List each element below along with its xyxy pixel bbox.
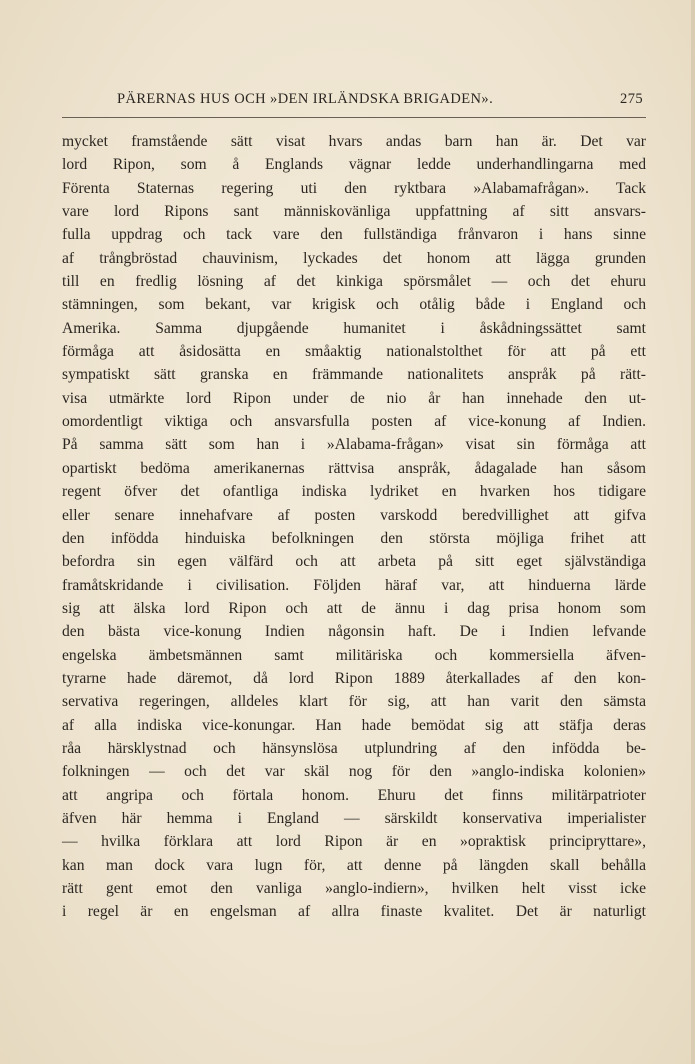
text-line: fulla uppdrag och tack vare den fullständiga frånvaron i hans sinne [62,226,646,244]
text-line: lord Ripon, som å Englands vägnar ledde underhandlingarna med [62,156,646,174]
running-title: PÄRERNAS HUS OCH »DEN IRLÄNDSKA BRIGADEN». [117,91,494,107]
text-line: vare lord Ripons sant människovänliga uppfattning af sitt ansvars- [62,203,646,221]
text-line: På samma sätt som han i »Alabama-frågan» visat sin förmåga att [62,436,646,454]
text-line: rätt gent emot den vanliga »anglo-indiern», hvilken helt visst icke [62,880,646,897]
text-line: kan man dock vara lugn för, att denne på längden skall behålla [62,856,646,874]
text-line: äfven här hemma i England — särskildt konservativa imperialister [62,809,646,827]
text-line: regent öfver det ofantliga indiska lydriket en hvarken hos tidigare [62,483,646,501]
text-line: sympatiskt sätt granska en främmande nationalitets anspråk på rätt- [62,366,646,384]
text-line: mycket framstående sätt visat hvars andas barn han är. Det var [62,133,646,150]
text-line: omordentligt viktiga och ansvarsfulla posten af vice-konung af Indien. [62,413,646,431]
text-line: af trångbröstad chauvinism, lyckades det honom att lägga grunden [62,249,646,267]
text-line: opartiskt bedöma amerikanernas rättvisa anspråk, ådagalade han såsom [62,459,646,477]
text-line: tyrarne hade däremot, då lord Ripon 1889 återkallades af den kon- [62,669,646,687]
text-line: servativa regeringen, alldeles klart för sig, att han varit den sämsta [62,693,646,711]
text-line: råa härsklystnad och hänsynslösa utplundring af den infödda be- [62,739,646,757]
text-line: Amerika. Samma djupgående humanitet i åskådningssättet samt [62,319,646,337]
text-line: engelska ämbetsmännen samt militäriska och kommersiella äfven- [62,646,646,664]
text-line: folkningen — och det var skäl nog för den »anglo-indiska kolonien» [62,763,646,781]
text-line: sig att älska lord Ripon och att de ännu i dag prisa honom som [62,599,646,617]
text-line: Förenta Staternas regering uti den ryktbara »Alabamafrågan». Tack [62,179,646,197]
text-line: den bästa vice-konung Indien någonsin haft. De i Indien lefvande [62,623,646,641]
text-line: den infödda hinduiska befolkningen den största möjliga frihet att [62,529,646,547]
text-line: framåtskridande i civilisation. Följden häraf var, att hinduerna lärde [62,576,646,594]
text-line: eller senare innehafvare af posten varskodd beredvillighet att gifva [62,506,646,524]
header-rule [62,117,646,118]
body-text [62,130,646,924]
text-line: stämningen, som bekant, var krigisk och otålig både i England och [62,296,646,314]
page-number: 275 [620,91,643,107]
text-line: befordra sin egen välfärd och att arbeta på sitt eget självständiga [62,553,646,571]
text-line: af alla indiska vice-konungar. Han hade bemödat sig att stäfja deras [62,716,646,734]
text-line: — hvilka förklara att lord Ripon är en »opraktisk principryttare», [62,833,646,851]
text-line: förmåga att åsidosätta en småaktig nationalstolthet för att på ett [62,343,646,361]
text-line: visa utmärkte lord Ripon under de nio år han innehade den ut- [62,389,646,407]
page-edge [691,0,695,1064]
page-header [62,88,646,112]
text-line: i regel är en engelsman af allra finaste kvalitet. Det är naturligt [62,903,646,921]
text-line: till en fredlig lösning af det kinkiga spörsmålet — och det ehuru [62,273,646,291]
text-line: att angripa och förtala honom. Ehuru det finns militärpatrioter [62,786,646,804]
